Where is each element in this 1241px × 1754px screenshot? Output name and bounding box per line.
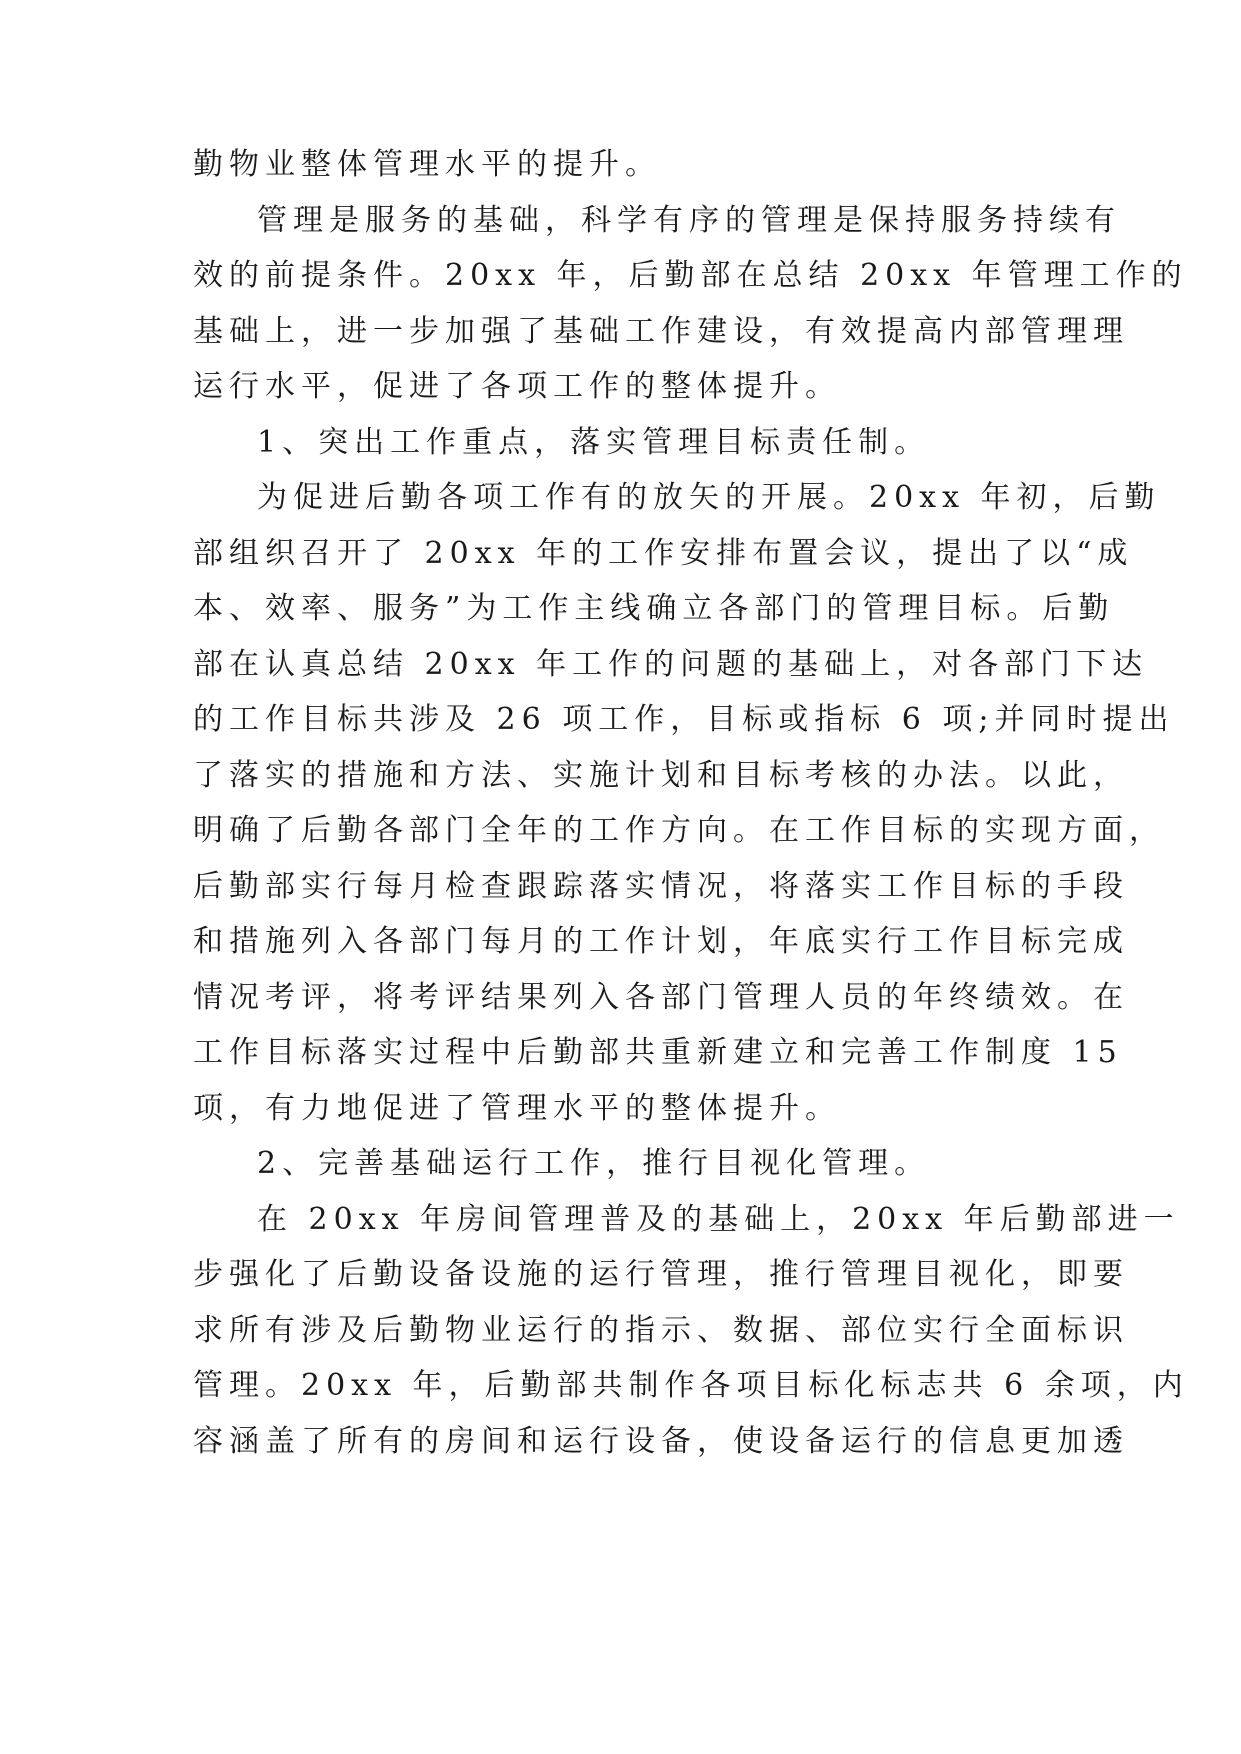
text-line: 和措施列入各部门每月的工作计划，年底实行工作目标完成 <box>193 924 1129 959</box>
text-line: 部在认真总结 20xx 年工作的问题的基础上，对各部门下达 <box>193 647 1149 682</box>
text-line: 的工作目标共涉及 26 项工作，目标或指标 6 项;并同时提出 <box>193 702 1175 737</box>
text-line: 求所有涉及后勤物业运行的指示、数据、部位实行全面标识 <box>193 1313 1129 1348</box>
text-line: 步强化了后勤设备设施的运行管理，推行管理目视化，即要 <box>193 1257 1129 1292</box>
text-line: 为促进后勤各项工作有的放矢的开展。20xx 年初，后勤 <box>257 480 1161 515</box>
text-line: 部组织召开了 20xx 年的工作安排布置会议，提出了以“成 <box>193 536 1134 571</box>
text-line: 管理是服务的基础，科学有序的管理是保持服务持续有 <box>257 203 1121 238</box>
text-line: 工作目标落实过程中后勤部共重新建立和完善工作制度 15 <box>193 1035 1123 1070</box>
text-line: 勤物业整体管理水平的提升。 <box>193 147 661 182</box>
text-line: 本、效率、服务”为工作主线确立各部门的管理目标。后勤 <box>193 591 1115 626</box>
section-heading: 1、突出工作重点，落实管理目标责任制。 <box>257 425 931 460</box>
section-heading: 2、完善基础运行工作，推行目视化管理。 <box>257 1146 931 1181</box>
text-line: 运行水平，促进了各项工作的整体提升。 <box>193 369 841 404</box>
text-line: 基础上，进一步加强了基础工作建设，有效提高内部管理理 <box>193 314 1129 349</box>
text-line: 容涵盖了所有的房间和运行设备，使设备运行的信息更加透 <box>193 1424 1129 1459</box>
text-line: 效的前提条件。20xx 年，后勤部在总结 20xx 年管理工作的 <box>193 258 1188 293</box>
text-line: 项，有力地促进了管理水平的整体提升。 <box>193 1091 841 1126</box>
text-line: 了落实的措施和方法、实施计划和目标考核的办法。以此， <box>193 758 1129 793</box>
text-line: 情况考评，将考评结果列入各部门管理人员的年终绩效。在 <box>193 980 1129 1015</box>
text-line: 后勤部实行每月检查跟踪落实情况，将落实工作目标的手段 <box>193 869 1129 904</box>
text-line: 在 20xx 年房间管理普及的基础上，20xx 年后勤部进一 <box>257 1202 1180 1237</box>
text-line: 管理。20xx 年，后勤部共制作各项目标化标志共 6 余项，内 <box>193 1368 1189 1403</box>
text-line: 明确了后勤各部门全年的工作方向。在工作目标的实现方面， <box>193 813 1165 848</box>
